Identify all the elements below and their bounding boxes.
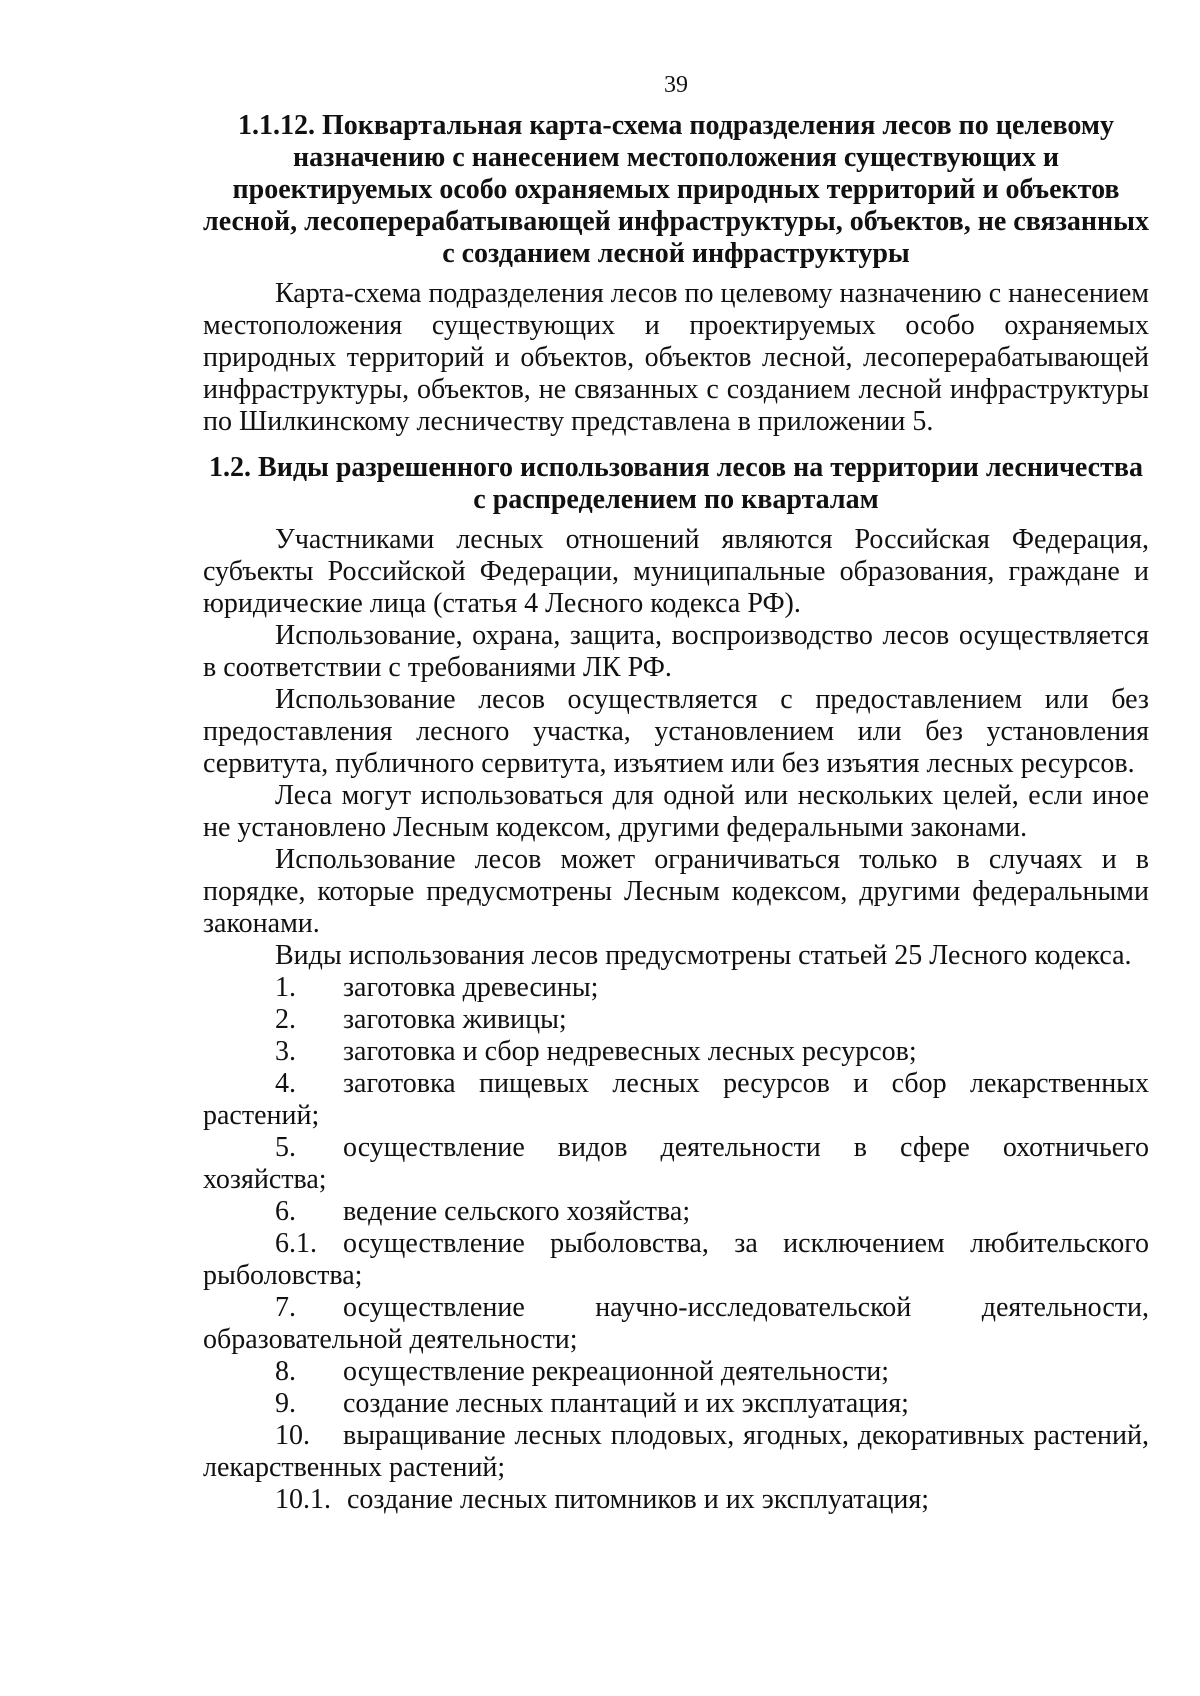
list-item-text: ведение сельского хозяйства;	[343, 1196, 691, 1227]
list-item-number: 4.	[275, 1068, 296, 1099]
list-item	[203, 1356, 1149, 1388]
list-item-text: заготовка пищевых лесных ресурсов и сбор лекарственных растений;	[203, 1068, 1149, 1131]
paragraph-usage-protection: Использование, охрана, защита, воспроизводство лесов осуществляется в соответствии с требованиями ЛК РФ.	[203, 620, 1149, 683]
list-item-text: создание лесных питомников и их эксплуатация;	[347, 1484, 930, 1515]
usage-types-list	[203, 972, 1149, 1516]
list-item	[203, 1132, 1149, 1196]
list-item-number: 6.	[275, 1196, 296, 1227]
list-item	[203, 1292, 1149, 1356]
list-item-text: создание лесных плантаций и их эксплуатация;	[343, 1388, 909, 1419]
list-item	[203, 972, 1149, 1004]
section-1-heading: 1.1.12. Поквартальная карта-схема подразделения лесов по целевому назначению с нанесением местоположения существующих и проектируемых особо охраняемых природных территорий и объектов лесной, лесоперерабатывающей инфраструктуры, объектов, не связанных с созданием лесной инфраструктуры	[203, 110, 1149, 269]
list-item-number: 6.1.	[275, 1228, 317, 1259]
list-item-number: 9.	[275, 1388, 296, 1419]
list-item-number: 10.1.	[275, 1484, 331, 1515]
paragraph-usage-types: Виды использования лесов предусмотрены статьей 25 Лесного кодекса.	[275, 940, 1132, 971]
list-item	[203, 1388, 1149, 1420]
list-item-text: осуществление видов деятельности в сфере охотничьего хозяйства;	[203, 1132, 1149, 1195]
list-item	[203, 1036, 1149, 1068]
section-2-heading: 1.2. Виды разрешенного использования лесов на территории лесничества с распределением по кварталам	[209, 452, 1143, 515]
list-item-number: 8.	[275, 1356, 296, 1387]
list-item-number: 5.	[275, 1132, 296, 1163]
paragraph-participants: Участниками лесных отношений являются Российская Федерация, субъекты Российской Федерации, муниципальные образования, граждане и юридические лица (статья 4 Лесного кодекса РФ).	[203, 524, 1149, 619]
list-item-number: 7.	[275, 1292, 296, 1323]
list-item-text: выращивание лесных плодовых, ягодных, декоративных растений, лекарственных растений;	[203, 1420, 1149, 1483]
list-item-text: осуществление рыболовства, за исключением любительского рыболовства;	[203, 1228, 1149, 1291]
page-number: 39	[664, 72, 688, 98]
paragraph-restrictions: Использование лесов может ограничиваться только в случаях и в порядке, которые предусмотрены Лесным кодексом, другими федеральными законами.	[203, 844, 1149, 939]
list-item-number: 1.	[275, 972, 296, 1003]
list-item	[203, 1004, 1149, 1036]
list-item-number: 10.	[275, 1420, 310, 1451]
section-1-paragraph: Карта-схема подразделения лесов по целевому назначению с нанесением местоположения существующих и проектируемых особо охраняемых природных территорий и объектов, объектов лесной, лесоперерабатывающей инфраструктуры, объектов, не связанных с созданием лесной инфраструктуры по Шилкинскому лесничеству представлена в приложении 5.	[203, 278, 1149, 437]
list-item-text: осуществление рекреационной деятельности;	[343, 1356, 889, 1387]
list-item	[203, 1484, 1149, 1516]
list-item-text: осуществление научно-исследовательской деятельности, образовательной деятельности;	[203, 1292, 1149, 1355]
list-item-text: заготовка древесины;	[343, 972, 599, 1003]
paragraph-purposes: Леса могут использоваться для одной или нескольких целей, если иное не установлено Лесным кодексом, другими федеральными законами.	[203, 780, 1149, 843]
paragraph-usage-provision: Использование лесов осуществляется с предоставлением или без предоставления лесного участка, установлением или без установления сервитута, публичного сервитута, изъятием или без изъятия лесных ресурсов.	[203, 684, 1149, 779]
list-item	[203, 1420, 1149, 1484]
document-content	[203, 70, 1149, 1516]
list-item-number: 3.	[275, 1036, 296, 1067]
list-item	[203, 1196, 1149, 1228]
list-item-text: заготовка и сбор недревесных лесных ресурсов;	[343, 1036, 917, 1067]
list-item-text: заготовка живицы;	[343, 1004, 567, 1035]
list-item	[203, 1068, 1149, 1132]
list-item-number: 2.	[275, 1004, 296, 1035]
list-item	[203, 1228, 1149, 1292]
